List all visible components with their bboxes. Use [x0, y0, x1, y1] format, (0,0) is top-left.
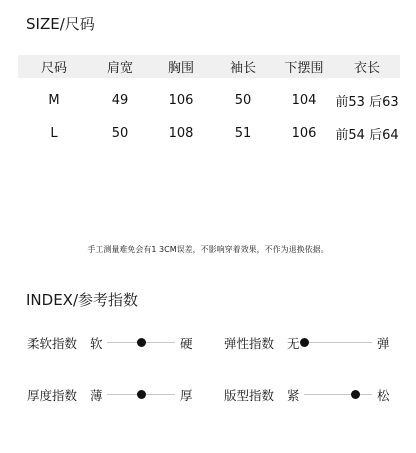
- index-label: 弹性指数: [224, 336, 275, 351]
- index-min-label: 紧: [287, 388, 300, 403]
- index-max-label: 弹: [377, 336, 390, 351]
- cell-shoulder: 50: [111, 125, 129, 141]
- cell-size: L: [50, 125, 58, 141]
- cell-hem: 106: [291, 125, 317, 141]
- index-level-dot: [300, 338, 309, 347]
- index-scale-track: [304, 342, 372, 343]
- cell-sleeve: 51: [234, 125, 252, 141]
- header-chest: 胸围: [167, 61, 194, 76]
- index-min-label: 薄: [90, 388, 103, 403]
- table-header-row: [18, 55, 400, 78]
- index-level-dot: [351, 390, 360, 399]
- table-row: [18, 123, 400, 143]
- cell-length: 前53 后63: [335, 94, 399, 110]
- cell-hem: 104: [291, 92, 317, 108]
- size-table: [18, 55, 400, 143]
- index-label: 厚度指数: [27, 388, 78, 403]
- cell-chest: 108: [168, 125, 194, 141]
- index-label: 版型指数: [224, 388, 275, 403]
- measurement-note: 手工测量难免会有1 3CM误差，不影响穿着效果，不作为退换依据。: [87, 245, 329, 254]
- index-scale-track: [304, 394, 372, 395]
- cell-length: 前54 后64: [335, 127, 399, 143]
- size-section-title: SIZE/尺码: [26, 15, 95, 33]
- header-length: 衣长: [353, 61, 380, 76]
- header-size: 尺码: [40, 61, 67, 76]
- index-section-title: INDEX/参考指数: [26, 291, 139, 309]
- header-shoulder: 肩宽: [106, 61, 133, 76]
- index-label: 柔软指数: [27, 336, 78, 351]
- index-level-dot: [137, 338, 146, 347]
- header-hem: 下摆围: [284, 61, 324, 76]
- table-row: [18, 90, 400, 110]
- cell-chest: 106: [168, 92, 194, 108]
- index-max-label: 硬: [180, 336, 193, 351]
- index-level-dot: [137, 390, 146, 399]
- index-min-label: 无: [287, 336, 300, 351]
- index-max-label: 松: [377, 388, 390, 403]
- header-sleeve: 袖长: [229, 61, 256, 76]
- index-scale-track: [107, 342, 175, 343]
- cell-shoulder: 49: [111, 92, 129, 108]
- cell-size: M: [48, 92, 60, 108]
- index-max-label: 厚: [180, 388, 193, 403]
- index-min-label: 软: [90, 336, 103, 351]
- index-scale-track: [107, 394, 175, 395]
- cell-sleeve: 50: [234, 92, 252, 108]
